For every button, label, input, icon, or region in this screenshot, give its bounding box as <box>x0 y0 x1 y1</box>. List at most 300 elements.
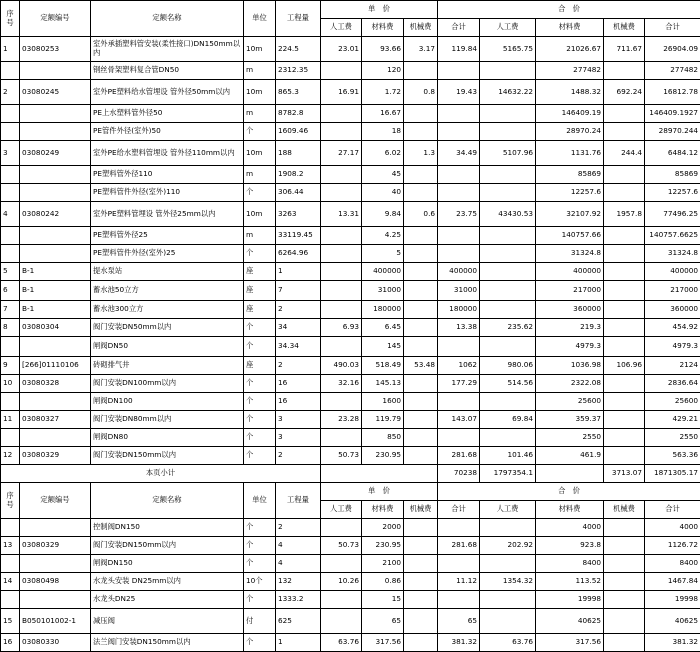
subtotal-empty <box>321 465 438 483</box>
cell-total-sum: 19.43 <box>438 80 480 105</box>
cell-total-sum <box>438 245 480 263</box>
cell-total-sum: 180000 <box>438 301 480 319</box>
cell-total-machine <box>604 537 645 555</box>
cell-unit-labor: 50.73 <box>321 447 362 465</box>
cell-unit: 个 <box>244 447 276 465</box>
subtotal-sum: 70238 <box>438 465 480 483</box>
cell-total-machine <box>604 62 645 80</box>
cell-unit: 10m <box>244 37 276 62</box>
cell-qty: 4 <box>276 537 321 555</box>
cell-total-labor: 1354.32 <box>480 573 536 591</box>
cell-total-total: 400000 <box>645 263 700 281</box>
cell-total-material: 4000 <box>536 519 604 537</box>
cell-qty: 6264.96 <box>276 245 321 263</box>
cell-total-sum <box>438 555 480 573</box>
header-qty: 工程量 <box>276 483 321 519</box>
cell-total-machine: 244.4 <box>604 141 645 166</box>
table-row <box>1 37 700 62</box>
cell-total-material: 40625 <box>536 609 604 634</box>
cell-code <box>20 337 91 357</box>
cell-total-total: 381.32 <box>645 634 700 652</box>
cell-unit-material: 16.67 <box>362 105 404 123</box>
cell-seq: 6 <box>1 281 20 301</box>
cell-unit: 10m <box>244 141 276 166</box>
cell-total-labor <box>480 184 536 202</box>
cell-seq <box>1 105 20 123</box>
cell-total-total: 2836.64 <box>645 375 700 393</box>
cell-unit: 10m <box>244 202 276 227</box>
cell-total-labor <box>480 301 536 319</box>
header-seq: 序号 <box>1 1 20 37</box>
cell-code <box>20 62 91 80</box>
cell-code: [266]01110106 <box>20 357 91 375</box>
cell-unit: 个 <box>244 393 276 411</box>
cell-total-labor: 101.46 <box>480 447 536 465</box>
cell-unit-machine <box>404 227 438 245</box>
cell-unit-material: 145 <box>362 337 404 357</box>
cell-name: PE塑料管外径25 <box>91 227 244 245</box>
cell-total-sum <box>438 337 480 357</box>
cell-name: 室外PE塑料给水管埋设 管外径50mm以内 <box>91 80 244 105</box>
header-name: 定额名称 <box>91 483 244 519</box>
cell-total-total: 2124 <box>645 357 700 375</box>
cell-seq: 15 <box>1 609 20 634</box>
cell-total-total: 12257.6 <box>645 184 700 202</box>
cell-name: 室外PE给水塑料管埋设 管外径110mm以内 <box>91 141 244 166</box>
cell-unit-machine <box>404 393 438 411</box>
cell-seq: 7 <box>1 301 20 319</box>
cell-unit-labor <box>321 281 362 301</box>
cell-code: 03080329 <box>20 537 91 555</box>
cell-unit-material: 5 <box>362 245 404 263</box>
cell-unit-material: 1.72 <box>362 80 404 105</box>
cell-seq: 13 <box>1 537 20 555</box>
cell-seq: 16 <box>1 634 20 652</box>
cell-total-labor <box>480 105 536 123</box>
cell-unit-machine <box>404 591 438 609</box>
cell-total-labor <box>480 62 536 80</box>
cell-total-material: 25600 <box>536 393 604 411</box>
cell-unit: 10m <box>244 80 276 105</box>
cell-total-sum: 34.49 <box>438 141 480 166</box>
cell-total-labor: 5165.75 <box>480 37 536 62</box>
cell-total-material: 12257.6 <box>536 184 604 202</box>
cell-unit-labor <box>321 393 362 411</box>
subtotal-label: 本页小计 <box>1 465 321 483</box>
cell-qty: 16 <box>276 375 321 393</box>
cell-name: PE塑料管外径110 <box>91 166 244 184</box>
cell-total-sum: 31000 <box>438 281 480 301</box>
header-total-material: 材料费 <box>536 501 604 519</box>
cell-total-total: 16812.78 <box>645 80 700 105</box>
cell-code: 03080245 <box>20 80 91 105</box>
cell-total-machine <box>604 375 645 393</box>
cell-total-sum: 400000 <box>438 263 480 281</box>
cell-total-machine <box>604 166 645 184</box>
cell-unit-labor: 6.93 <box>321 319 362 337</box>
cell-code <box>20 591 91 609</box>
cell-name: 阀门安装DN150mm以内 <box>91 537 244 555</box>
cell-seq <box>1 429 20 447</box>
cell-unit: 个 <box>244 537 276 555</box>
cell-total-total: 31324.8 <box>645 245 700 263</box>
cell-total-sum <box>438 519 480 537</box>
cell-code: 03080498 <box>20 573 91 591</box>
cell-unit-machine <box>404 245 438 263</box>
cell-total-machine <box>604 519 645 537</box>
cell-total-total: 140757.6625 <box>645 227 700 245</box>
cell-total-machine <box>604 105 645 123</box>
cell-total-sum: 281.68 <box>438 447 480 465</box>
cell-qty: 2 <box>276 519 321 537</box>
cell-unit-machine <box>404 609 438 634</box>
cell-code: 03080253 <box>20 37 91 62</box>
cell-name: 控制阀DN150 <box>91 519 244 537</box>
cell-unit-labor: 23.01 <box>321 37 362 62</box>
cell-total-total: 2550 <box>645 429 700 447</box>
cell-name: 阀门安装DN100mm以内 <box>91 375 244 393</box>
cell-total-machine: 692.24 <box>604 80 645 105</box>
cell-seq: 3 <box>1 141 20 166</box>
cell-code: 03080328 <box>20 375 91 393</box>
cell-total-sum <box>438 591 480 609</box>
header-total-material: 材料费 <box>536 19 604 37</box>
cell-name: 水龙头安装 DN25mm以内 <box>91 573 244 591</box>
table-row <box>1 429 700 447</box>
table-row <box>1 555 700 573</box>
cell-total-total: 26904.09 <box>645 37 700 62</box>
cell-unit-labor <box>321 184 362 202</box>
cell-name: 减压阀 <box>91 609 244 634</box>
cell-unit-labor: 490.03 <box>321 357 362 375</box>
cell-total-total: 28970.244 <box>645 123 700 141</box>
cell-qty: 2312.35 <box>276 62 321 80</box>
cell-total-machine <box>604 319 645 337</box>
cell-total-sum: 65 <box>438 609 480 634</box>
cell-unit-material: 15 <box>362 591 404 609</box>
cell-total-labor: 69.84 <box>480 411 536 429</box>
cell-name: 室外PE塑料管埋设 管外径25mm以内 <box>91 202 244 227</box>
cell-unit-material: 1600 <box>362 393 404 411</box>
table-body <box>1 1 700 652</box>
subtotal-labor: 1797354.1 <box>480 465 536 483</box>
cell-code: 03080242 <box>20 202 91 227</box>
table-row <box>1 519 700 537</box>
cell-qty: 306.44 <box>276 184 321 202</box>
cell-name: 闸阀DN50 <box>91 337 244 357</box>
cell-code: 03080327 <box>20 411 91 429</box>
cell-total-total: 85869 <box>645 166 700 184</box>
cell-code: B-1 <box>20 301 91 319</box>
cell-name: 水龙头DN25 <box>91 591 244 609</box>
cell-unit-labor <box>321 166 362 184</box>
cell-code <box>20 105 91 123</box>
cell-unit: 个 <box>244 184 276 202</box>
cell-name: 法兰阀门安装DN150mm以内 <box>91 634 244 652</box>
cell-total-material: 1488.32 <box>536 80 604 105</box>
table-row <box>1 447 700 465</box>
cell-unit-labor: 32.16 <box>321 375 362 393</box>
cell-unit-material: 230.95 <box>362 537 404 555</box>
cell-unit-material: 9.84 <box>362 202 404 227</box>
cell-total-machine: 711.67 <box>604 37 645 62</box>
table-row <box>1 105 700 123</box>
cell-unit-material: 18 <box>362 123 404 141</box>
cell-total-material: 19998 <box>536 591 604 609</box>
cell-name: 提水泵站 <box>91 263 244 281</box>
cell-total-machine <box>604 591 645 609</box>
cell-name: PE塑料管件外径(室外)25 <box>91 245 244 263</box>
cell-unit-labor <box>321 263 362 281</box>
cell-total-sum <box>438 62 480 80</box>
cell-unit: 座 <box>244 301 276 319</box>
cell-total-total: 360000 <box>645 301 700 319</box>
cell-total-sum: 13.38 <box>438 319 480 337</box>
cell-total-sum: 11.12 <box>438 573 480 591</box>
cell-total-labor <box>480 245 536 263</box>
cell-unit-labor <box>321 591 362 609</box>
cell-unit-material: 180000 <box>362 301 404 319</box>
header-total-sum: 合计 <box>438 501 480 519</box>
cell-code <box>20 429 91 447</box>
cell-qty: 2 <box>276 357 321 375</box>
header-name: 定额名称 <box>91 1 244 37</box>
cell-code <box>20 184 91 202</box>
cell-unit-labor <box>321 337 362 357</box>
cell-total-material: 217000 <box>536 281 604 301</box>
cell-name: 阀门安装DN80mm以内 <box>91 411 244 429</box>
cell-unit-labor: 16.91 <box>321 80 362 105</box>
table-row <box>1 411 700 429</box>
cell-unit-material: 850 <box>362 429 404 447</box>
cell-total-total: 8400 <box>645 555 700 573</box>
cell-total-labor <box>480 519 536 537</box>
cell-total-labor: 202.92 <box>480 537 536 555</box>
cell-qty: 2 <box>276 447 321 465</box>
cell-total-sum <box>438 166 480 184</box>
cell-qty: 4 <box>276 555 321 573</box>
cell-seq <box>1 555 20 573</box>
header-unit: 单位 <box>244 483 276 519</box>
cell-total-material: 923.8 <box>536 537 604 555</box>
cell-name: PE管件外径(室外)50 <box>91 123 244 141</box>
cell-seq <box>1 245 20 263</box>
cell-total-material: 8400 <box>536 555 604 573</box>
header-unit-machine: 机械费 <box>404 501 438 519</box>
cell-total-labor <box>480 393 536 411</box>
cell-total-machine <box>604 337 645 357</box>
cell-code: 03080249 <box>20 141 91 166</box>
top-header-row-1 <box>1 1 700 19</box>
cell-name: 闸阀DN150 <box>91 555 244 573</box>
cell-total-total: 277482 <box>645 62 700 80</box>
cell-name: 闸阀DN80 <box>91 429 244 447</box>
cell-unit-labor <box>321 227 362 245</box>
cell-unit-material: 120 <box>362 62 404 80</box>
cell-unit-material: 119.79 <box>362 411 404 429</box>
cell-total-machine <box>604 411 645 429</box>
cell-total-material: 317.56 <box>536 634 604 652</box>
cell-total-machine <box>604 393 645 411</box>
cell-name: PE塑料管件外径(室外)110 <box>91 184 244 202</box>
cell-unit-machine <box>404 123 438 141</box>
cell-total-labor <box>480 281 536 301</box>
cell-seq: 8 <box>1 319 20 337</box>
cell-total-material: 461.9 <box>536 447 604 465</box>
cell-unit-material: 4.25 <box>362 227 404 245</box>
cell-seq <box>1 591 20 609</box>
cell-total-machine <box>604 555 645 573</box>
cell-total-machine <box>604 263 645 281</box>
table-row <box>1 281 700 301</box>
cell-qty: 34.34 <box>276 337 321 357</box>
cell-code: 03080304 <box>20 319 91 337</box>
cell-unit: 个 <box>244 591 276 609</box>
header-unit-material: 材料费 <box>362 501 404 519</box>
cell-unit: 座 <box>244 281 276 301</box>
cell-total-sum: 281.68 <box>438 537 480 555</box>
cell-unit-machine: 3.17 <box>404 37 438 62</box>
cell-unit-material: 45 <box>362 166 404 184</box>
cell-unit-machine <box>404 519 438 537</box>
cell-total-labor <box>480 227 536 245</box>
cell-total-total: 146409.1927 <box>645 105 700 123</box>
subtotal-row <box>1 465 700 483</box>
cell-total-material: 2322.08 <box>536 375 604 393</box>
subtotal-total: 1871305.17 <box>645 465 700 483</box>
cell-total-total: 4979.3 <box>645 337 700 357</box>
cell-unit-material: 6.02 <box>362 141 404 166</box>
cell-total-labor <box>480 337 536 357</box>
cell-total-machine <box>604 609 645 634</box>
cell-total-total: 454.92 <box>645 319 700 337</box>
cell-unit-labor: 23.28 <box>321 411 362 429</box>
cell-unit-machine <box>404 411 438 429</box>
cell-code <box>20 393 91 411</box>
cell-total-machine <box>604 634 645 652</box>
cell-seq <box>1 227 20 245</box>
cell-total-material: 113.52 <box>536 573 604 591</box>
cell-unit-labor <box>321 105 362 123</box>
cell-unit: 个 <box>244 411 276 429</box>
cell-seq: 5 <box>1 263 20 281</box>
cell-total-material: 219.3 <box>536 319 604 337</box>
cell-unit-labor <box>321 123 362 141</box>
cell-unit: 个 <box>244 245 276 263</box>
cell-unit-material: 40 <box>362 184 404 202</box>
header-unit-price: 单 价 <box>321 1 438 19</box>
header-code: 定额编号 <box>20 483 91 519</box>
cell-unit-labor <box>321 555 362 573</box>
cell-unit: m <box>244 227 276 245</box>
cell-unit-machine <box>404 301 438 319</box>
cell-qty: 1 <box>276 263 321 281</box>
cell-unit-material: 0.86 <box>362 573 404 591</box>
cell-unit-machine <box>404 555 438 573</box>
cell-qty: 188 <box>276 141 321 166</box>
cell-total-material: 400000 <box>536 263 604 281</box>
cell-name: 闸阀DN100 <box>91 393 244 411</box>
cell-seq: 9 <box>1 357 20 375</box>
cell-unit-material: 518.49 <box>362 357 404 375</box>
table-row <box>1 393 700 411</box>
cell-total-machine <box>604 123 645 141</box>
cell-unit-machine <box>404 337 438 357</box>
table-row <box>1 319 700 337</box>
cell-unit-machine <box>404 184 438 202</box>
cell-qty: 33119.45 <box>276 227 321 245</box>
cell-total-material: 32107.92 <box>536 202 604 227</box>
cell-name: 蓄水池50立方 <box>91 281 244 301</box>
cell-total-sum <box>438 184 480 202</box>
cell-seq <box>1 62 20 80</box>
cell-unit-labor <box>321 429 362 447</box>
cell-seq: 14 <box>1 573 20 591</box>
cell-qty: 1908.2 <box>276 166 321 184</box>
cell-unit: 个 <box>244 634 276 652</box>
cell-total-material: 277482 <box>536 62 604 80</box>
cell-total-total: 429.21 <box>645 411 700 429</box>
cell-total-total: 19998 <box>645 591 700 609</box>
cell-total-labor: 5107.96 <box>480 141 536 166</box>
cell-code <box>20 123 91 141</box>
table-row <box>1 202 700 227</box>
cell-unit-machine: 1.3 <box>404 141 438 166</box>
cell-unit-material: 145.13 <box>362 375 404 393</box>
cell-total-total: 217000 <box>645 281 700 301</box>
header-total-machine: 机械费 <box>604 501 645 519</box>
cell-code: B-1 <box>20 263 91 281</box>
bottom-header-row-1 <box>1 483 700 501</box>
cell-unit-material: 2000 <box>362 519 404 537</box>
cell-code <box>20 519 91 537</box>
cell-unit-machine <box>404 537 438 555</box>
cell-qty: 1609.46 <box>276 123 321 141</box>
cell-total-material: 28970.24 <box>536 123 604 141</box>
cell-total-machine: 1957.8 <box>604 202 645 227</box>
cell-total-material: 4979.3 <box>536 337 604 357</box>
cell-total-total: 1126.72 <box>645 537 700 555</box>
cell-seq: 10 <box>1 375 20 393</box>
table-row <box>1 123 700 141</box>
cell-code <box>20 245 91 263</box>
header-total-labor: 人工费 <box>480 501 536 519</box>
cell-total-material: 85869 <box>536 166 604 184</box>
cell-total-labor: 235.62 <box>480 319 536 337</box>
table-row <box>1 166 700 184</box>
cell-qty: 16 <box>276 393 321 411</box>
cell-unit: 个 <box>244 375 276 393</box>
cell-unit: 个 <box>244 337 276 357</box>
cell-qty: 1333.2 <box>276 591 321 609</box>
cell-total-sum: 23.75 <box>438 202 480 227</box>
table-row <box>1 591 700 609</box>
cell-total-machine: 106.96 <box>604 357 645 375</box>
cell-name: 钢丝骨架塑料复合管DN50 <box>91 62 244 80</box>
cell-unit-machine <box>404 62 438 80</box>
table-row <box>1 80 700 105</box>
cell-unit: 个 <box>244 123 276 141</box>
cell-unit: 个 <box>244 555 276 573</box>
cell-total-total: 1467.84 <box>645 573 700 591</box>
cell-unit-material: 31000 <box>362 281 404 301</box>
cell-unit: 个 <box>244 519 276 537</box>
cell-total-sum <box>438 429 480 447</box>
cell-unit: 座 <box>244 357 276 375</box>
cell-unit-labor <box>321 245 362 263</box>
cell-name: 阀门安装DN150mm以内 <box>91 447 244 465</box>
cell-unit-labor: 50.73 <box>321 537 362 555</box>
